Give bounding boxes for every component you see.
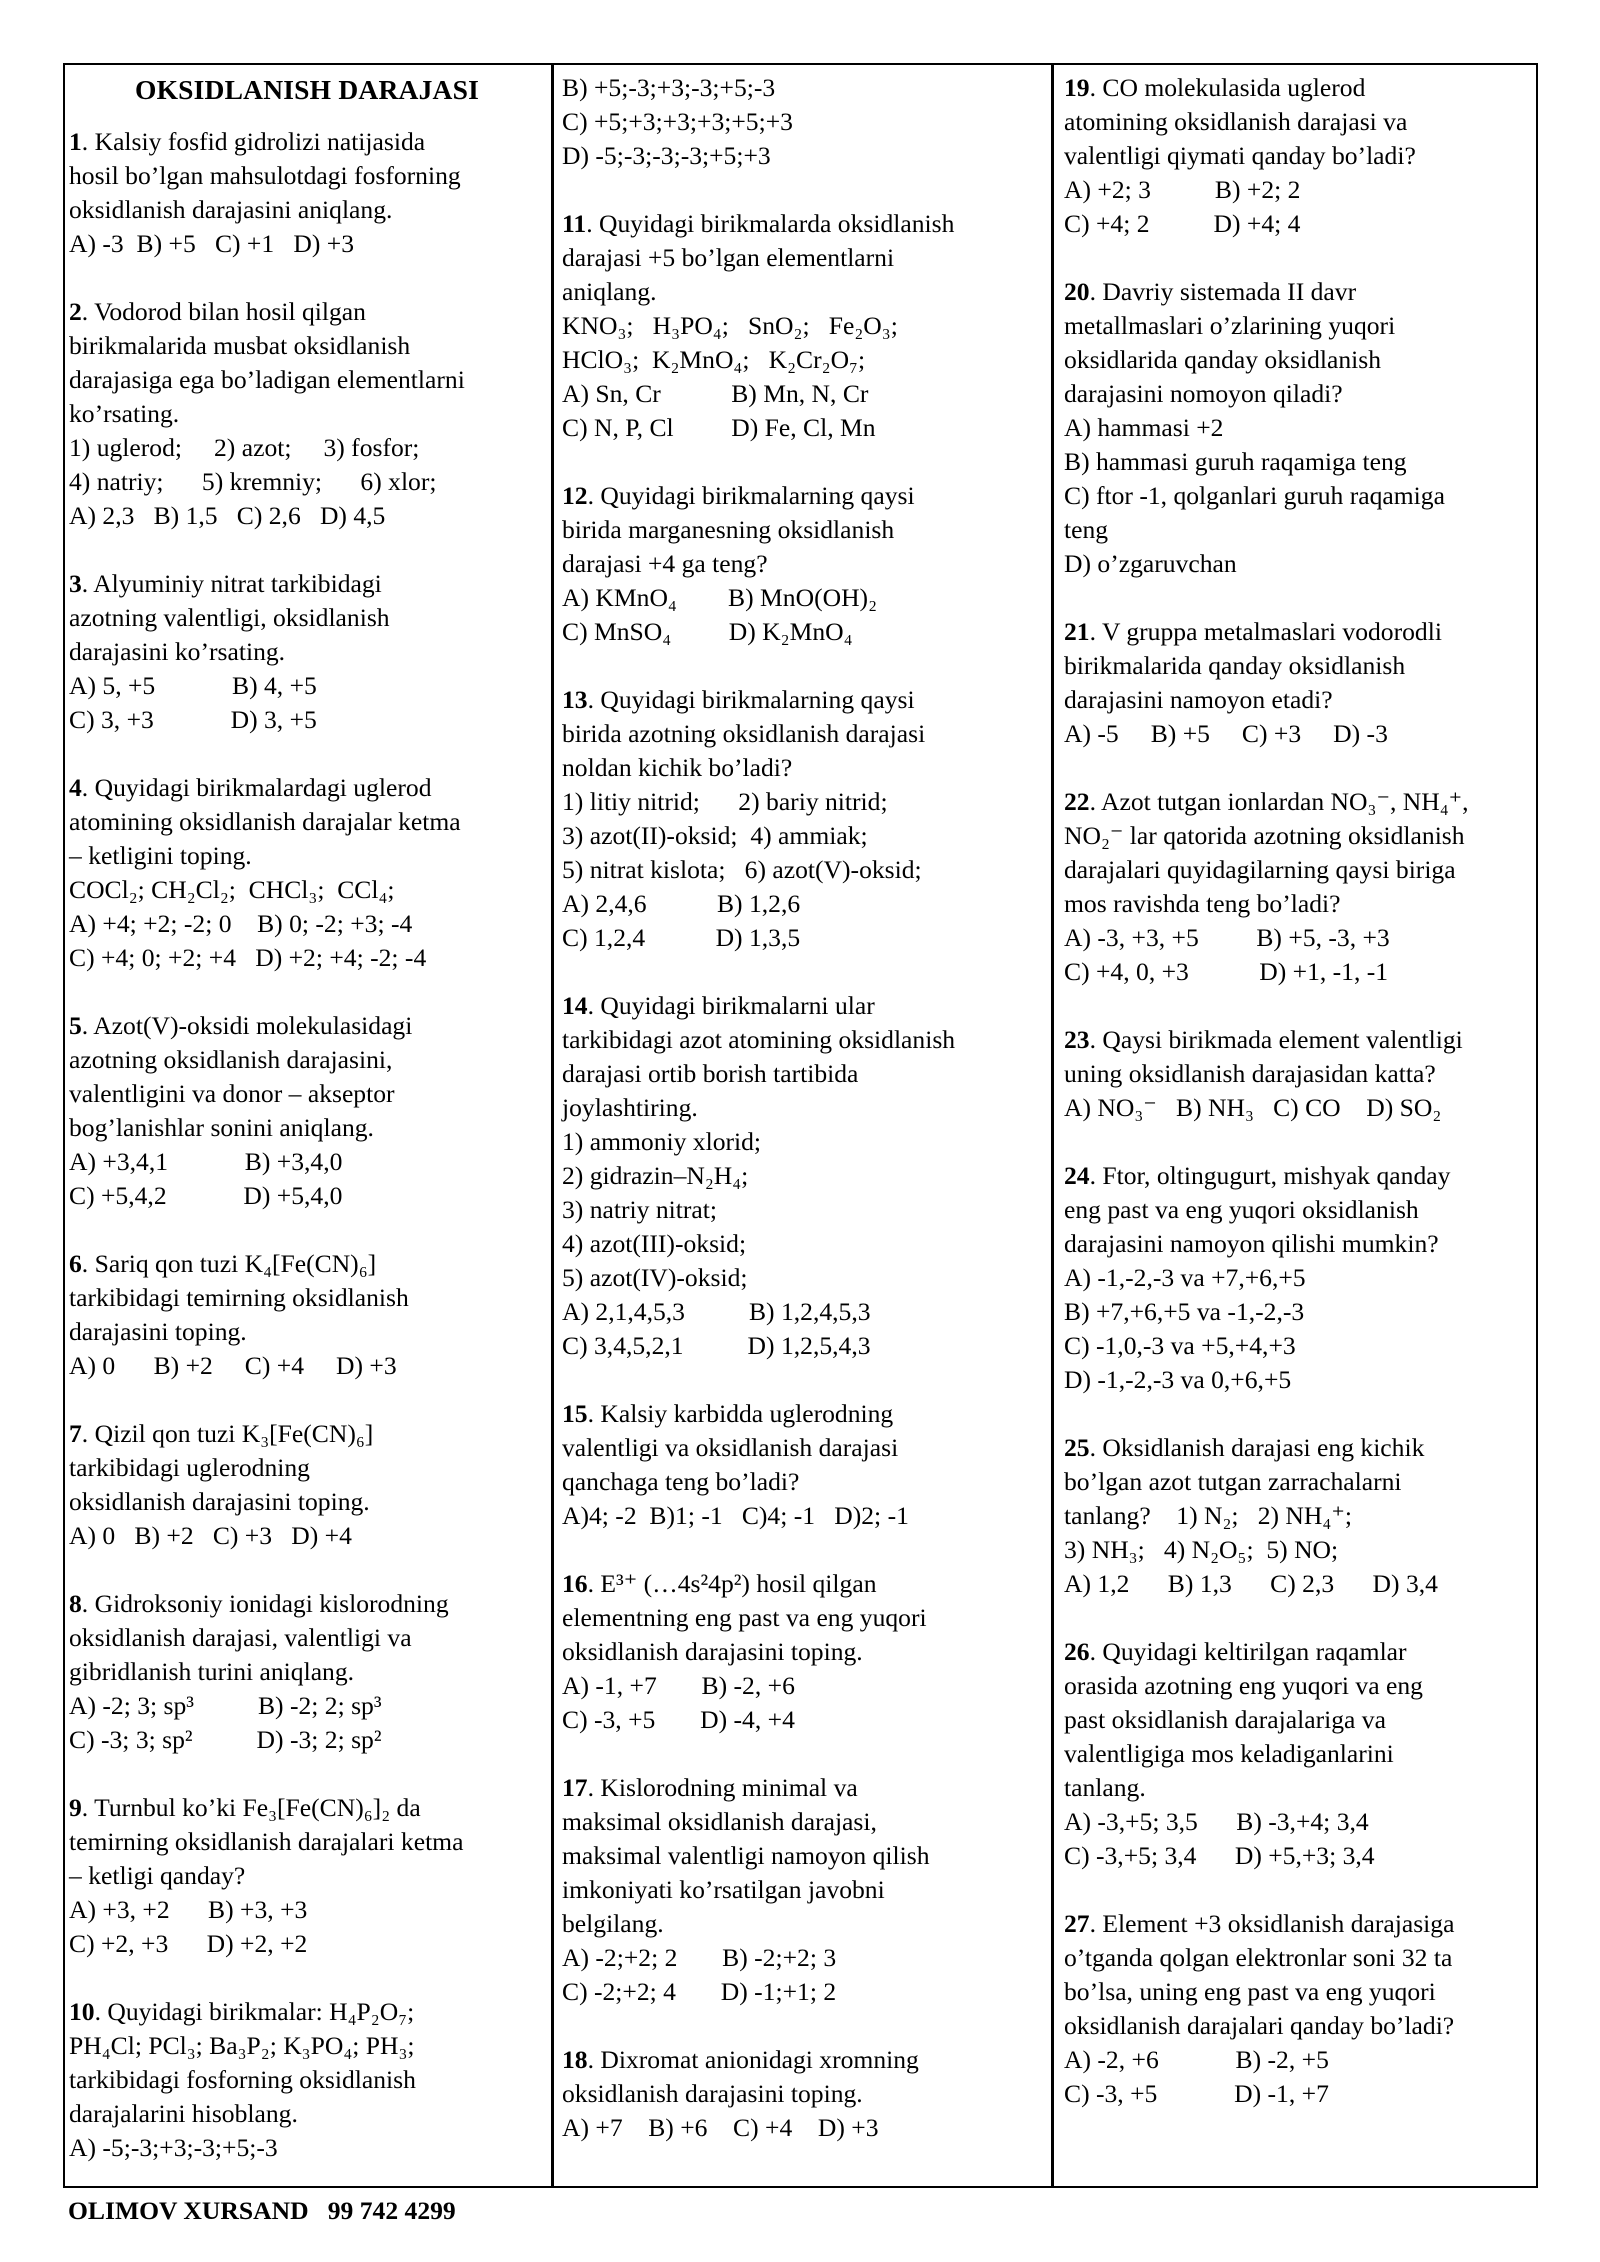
answer-options: A) -5 B) +5 C) +3 D) -3 bbox=[1064, 719, 1388, 748]
question-text-line: KNO₃; H₃PO₄; SnO₂; Fe₂O₃; bbox=[562, 311, 898, 340]
question-text-line: tanlang? 1) N₂; 2) NH₄⁺; bbox=[1064, 1501, 1352, 1530]
question-text-line: darajasi +4 ga teng? bbox=[562, 549, 768, 578]
question-number: 27 bbox=[1064, 1909, 1090, 1938]
question-text-line: 3) NH₃; 4) N₂O₅; 5) NO; bbox=[1064, 1535, 1339, 1564]
question-text-line: azotning valentligi, oksidlanish bbox=[69, 603, 390, 632]
question-text-line: – ketligi qanday? bbox=[69, 1861, 246, 1890]
question-text-line bbox=[69, 125, 545, 159]
question-number-separator: . bbox=[587, 2045, 601, 2074]
question-text-line bbox=[69, 295, 545, 329]
question-text-line bbox=[1064, 1907, 1530, 1941]
question-number-separator: . bbox=[587, 685, 601, 714]
answer-options: C) MnSO₄ D) K₂MnO₄ bbox=[562, 617, 853, 646]
question-text-line: HClO₃; K₂MnO₄; K₂Cr₂O₇; bbox=[562, 345, 866, 374]
question-text-line bbox=[562, 207, 1045, 241]
question-10 bbox=[69, 1995, 545, 2165]
question-number-separator: . bbox=[81, 1011, 94, 1040]
question-number: 4 bbox=[69, 773, 82, 802]
question-number: 13 bbox=[562, 685, 588, 714]
question-text-line: PH₄Cl; PCl₃; Ba₃P₂; K₃PO₄; PH₃; bbox=[69, 2031, 415, 2060]
question-number-separator: . bbox=[81, 297, 95, 326]
question-number: 15 bbox=[562, 1399, 588, 1428]
question-20 bbox=[1064, 275, 1530, 581]
question-number: 17 bbox=[562, 1773, 588, 1802]
question-text-line bbox=[69, 1995, 545, 2029]
question-27 bbox=[1064, 1907, 1530, 2111]
question-number-separator: . bbox=[81, 1589, 95, 1618]
answer-options: C) -3, +5 D) -1, +7 bbox=[1064, 2079, 1329, 2108]
question-text-line: tanlang. bbox=[1064, 1773, 1146, 1802]
question-text-line bbox=[1064, 71, 1530, 105]
answer-options: A) 0 B) +2 C) +4 D) +3 bbox=[69, 1351, 397, 1380]
question-16 bbox=[562, 1567, 1045, 1737]
question-text-line: elementning eng past va eng yuqori bbox=[562, 1603, 927, 1632]
question-number-separator: . bbox=[587, 1569, 601, 1598]
question-19 bbox=[1064, 71, 1530, 241]
answer-options: C) 1,2,4 D) 1,3,5 bbox=[562, 923, 801, 952]
question-text-line: atomining oksidlanish darajalar ketma bbox=[69, 807, 461, 836]
question-text-line bbox=[562, 989, 1045, 1023]
question-7 bbox=[69, 1417, 545, 1553]
question-text-line: NO₂⁻ lar qatorida azotning oksidlanish bbox=[1064, 821, 1465, 850]
question-text-line: maksimal oksidlanish darajasi, bbox=[562, 1807, 877, 1836]
question-text: E³⁺ (…4s²4p²) hosil qilgan bbox=[600, 1569, 877, 1598]
question-text: Quyidagi birikmalar: H₄P₂O₇; bbox=[107, 1997, 415, 2026]
question-text-line: darajalari quyidagilarning qaysi biriga bbox=[1064, 855, 1456, 884]
question-number-separator: . bbox=[81, 1249, 95, 1278]
answer-options: A) 0 B) +2 C) +3 D) +4 bbox=[69, 1521, 352, 1550]
question-text-line: 2) gidrazin–N₂H₄; bbox=[562, 1161, 749, 1190]
answer-options: C) +5;+3;+3;+3;+5;+3 bbox=[562, 107, 793, 136]
footer-author: OLIMOV XURSAND 99 742 4299 bbox=[68, 2196, 456, 2225]
question-text: Oksidlanish darajasi eng kichik bbox=[1102, 1433, 1425, 1462]
question-3 bbox=[69, 567, 545, 737]
answer-options: C) 3, +3 D) 3, +5 bbox=[69, 705, 317, 734]
question-text-line: darajasini toping. bbox=[69, 1317, 247, 1346]
question-text-line: 4) azot(III)-oksid; bbox=[562, 1229, 747, 1258]
question-text-line: qanchaga teng bo’ladi? bbox=[562, 1467, 800, 1496]
question-text: Kalsiy fosfid gidrolizi natijasida bbox=[94, 127, 426, 156]
question-number: 12 bbox=[562, 481, 588, 510]
answer-options: A) -2; 3; sp³ B) -2; 2; sp³ bbox=[69, 1691, 382, 1720]
question-number-separator: . bbox=[1089, 1161, 1103, 1190]
answer-options: A) -1, +7 B) -2, +6 bbox=[562, 1671, 795, 1700]
question-text-line bbox=[562, 1567, 1045, 1601]
question-text: Quyidagi birikmalarning qaysi bbox=[600, 685, 915, 714]
question-text-line bbox=[69, 771, 545, 805]
question-number-separator: . bbox=[587, 1399, 601, 1428]
question-text-line bbox=[1064, 275, 1530, 309]
question-text-line: bog’lanishlar sonini aniqlang. bbox=[69, 1113, 374, 1142]
question-text-line: atomining oksidlanish darajasi va bbox=[1064, 107, 1408, 136]
answer-options: A) -3 B) +5 C) +1 D) +3 bbox=[69, 229, 354, 258]
question-text-line: birikmalarida qanday oksidlanish bbox=[1064, 651, 1406, 680]
question-text-line: – ketligini toping. bbox=[69, 841, 252, 870]
question-text-line bbox=[562, 683, 1045, 717]
answer-options: A) -2, +6 B) -2, +5 bbox=[1064, 2045, 1329, 2074]
question-text-line: darajasini ko’rsating. bbox=[69, 637, 286, 666]
question-text-line: darajasini namoyon qilishi mumkin? bbox=[1064, 1229, 1439, 1258]
question-text-line: valentligiga mos keladiganlarini bbox=[1064, 1739, 1394, 1768]
question-text: Quyidagi keltirilgan raqamlar bbox=[1102, 1637, 1407, 1666]
question-text: Ftor, oltingugurt, mishyak qanday bbox=[1102, 1161, 1451, 1190]
question-text-line: oksidlanish darajasini aniqlang. bbox=[69, 195, 393, 224]
answer-options: A) -2;+2; 2 B) -2;+2; 3 bbox=[562, 1943, 837, 1972]
question-text-line: 3) natriy nitrat; bbox=[562, 1195, 717, 1224]
answer-options: C) N, P, Cl D) Fe, Cl, Mn bbox=[562, 413, 876, 442]
question-text-line: darajasini nomoyon qiladi? bbox=[1064, 379, 1343, 408]
question-text-line: 1) litiy nitrid; 2) bariy nitrid; bbox=[562, 787, 888, 816]
answer-options: B) +5;-3;+3;-3;+5;-3 bbox=[562, 73, 776, 102]
question-18 bbox=[562, 2043, 1045, 2145]
question-text-line: darajasi ortib borish tartibida bbox=[562, 1059, 859, 1088]
question-text-line: oksidlanish darajasini toping. bbox=[562, 2079, 863, 2108]
question-text-line bbox=[69, 1587, 545, 1621]
question-number-separator: . bbox=[587, 481, 601, 510]
answer-options: C) ftor -1, qolganlari guruh raqamiga bbox=[1064, 481, 1445, 510]
question-text-line: gibridlanish turini aniqlang. bbox=[69, 1657, 355, 1686]
question-number-separator: . bbox=[1089, 1637, 1103, 1666]
question-text: Quyidagi birikmalardagi uglerod bbox=[94, 773, 432, 802]
answer-options: A) +7 B) +6 C) +4 D) +3 bbox=[562, 2113, 879, 2142]
question-text-line bbox=[69, 567, 545, 601]
question-text-line: oksidlanish darajasini toping. bbox=[69, 1487, 370, 1516]
question-text: Quyidagi birikmalarda oksidlanish bbox=[598, 209, 955, 238]
question-text-line bbox=[562, 1397, 1045, 1431]
question-number: 19 bbox=[1064, 73, 1090, 102]
question-text-line: uning oksidlanish darajasidan katta? bbox=[1064, 1059, 1436, 1088]
question-text-line: oksidlanish darajalari qanday bo’ladi? bbox=[1064, 2011, 1455, 2040]
question-text: Davriy sistemada II davr bbox=[1102, 277, 1357, 306]
question-text-line: eng past va eng yuqori oksidlanish bbox=[1064, 1195, 1419, 1224]
question-text-line: azotning oksidlanish darajasini, bbox=[69, 1045, 393, 1074]
question-text-line bbox=[1064, 1635, 1530, 1669]
question-2 bbox=[69, 295, 545, 533]
question-number-separator: . bbox=[1089, 277, 1103, 306]
question-text-line: oksidlanish darajasi, valentligi va bbox=[69, 1623, 412, 1652]
question-number: 22 bbox=[1064, 787, 1090, 816]
answer-options: A)4; -2 B)1; -1 C)4; -1 D)2; -1 bbox=[562, 1501, 909, 1530]
question-number: 11 bbox=[562, 209, 587, 238]
answer-options: C) +4; 2 D) +4; 4 bbox=[1064, 209, 1301, 238]
worksheet-frame bbox=[63, 63, 1538, 2188]
question-13 bbox=[562, 683, 1045, 955]
answer-options: A) +3,4,1 B) +3,4,0 bbox=[69, 1147, 343, 1176]
question-number-separator: . bbox=[94, 1997, 108, 2026]
question-text-line: birida azotning oksidlanish darajasi bbox=[562, 719, 926, 748]
question-text-line bbox=[1064, 1159, 1530, 1193]
question-text: Element +3 oksidlanish darajasiga bbox=[1102, 1909, 1455, 1938]
question-text: Turnbul ko’ki Fe₃[Fe(CN)₆]₂ da bbox=[94, 1793, 421, 1822]
question-21 bbox=[1064, 615, 1530, 751]
question-text-line: noldan kichik bo’ladi? bbox=[562, 753, 793, 782]
answer-options: C) -2;+2; 4 D) -1;+1; 2 bbox=[562, 1977, 837, 2006]
question-25 bbox=[1064, 1431, 1530, 1601]
answer-options: A) 1,2 B) 1,3 C) 2,3 D) 3,4 bbox=[1064, 1569, 1438, 1598]
answer-options: A) -3,+5; 3,5 B) -3,+4; 3,4 bbox=[1064, 1807, 1369, 1836]
answer-options: C) -1,0,-3 va +5,+4,+3 bbox=[1064, 1331, 1296, 1360]
question-text-line: metallmaslari o’zlarining yuqori bbox=[1064, 311, 1396, 340]
question-number: 1 bbox=[69, 127, 82, 156]
question-text-line: valentligini va donor – akseptor bbox=[69, 1079, 395, 1108]
question-text-line: bo’lsa, uning eng past va eng yuqori bbox=[1064, 1977, 1436, 2006]
question-number: 20 bbox=[1064, 277, 1090, 306]
question-text: Vodorod bilan hosil qilgan bbox=[94, 297, 366, 326]
question-text-line: 5) nitrat kislota; 6) azot(V)-oksid; bbox=[562, 855, 922, 884]
question-8 bbox=[69, 1587, 545, 1757]
question-text-line: ko’rsating. bbox=[69, 399, 180, 428]
question-text-line: darajasini namoyon etadi? bbox=[1064, 685, 1333, 714]
answer-options: A) 2,4,6 B) 1,2,6 bbox=[562, 889, 801, 918]
question-text-line: hosil bo’lgan mahsulotdagi fosforning bbox=[69, 161, 461, 190]
question-number: 18 bbox=[562, 2045, 588, 2074]
question-text-line: tarkibidagi temirning oksidlanish bbox=[69, 1283, 409, 1312]
question-number: 21 bbox=[1064, 617, 1090, 646]
question-text-line bbox=[1064, 615, 1530, 649]
answer-options: A) hammasi +2 bbox=[1064, 413, 1224, 442]
question-number-separator: . bbox=[81, 1793, 95, 1822]
question-number: 24 bbox=[1064, 1161, 1090, 1190]
question-text: Azot tutgan ionlardan NO₃⁻, NH₄⁺, bbox=[1100, 787, 1469, 816]
question-text-line: darajasi +5 bo’lgan elementlarni bbox=[562, 243, 895, 272]
question-24 bbox=[1064, 1159, 1530, 1397]
question-number-separator: . bbox=[1089, 1433, 1103, 1462]
question-text-line bbox=[1064, 1023, 1530, 1057]
question-text: Kalsiy karbidda uglerodning bbox=[600, 1399, 894, 1428]
question-text: V gruppa metalmaslari vodorodli bbox=[1101, 617, 1442, 646]
question-text-line: darajasiga ega bo’ladigan elementlarni bbox=[69, 365, 465, 394]
question-text-line: temirning oksidlanish darajalari ketma bbox=[69, 1827, 464, 1856]
question-text-line: 1) uglerod; 2) azot; 3) fosfor; bbox=[69, 433, 420, 462]
question-text: CO molekulasida uglerod bbox=[1102, 73, 1366, 102]
question-number: 7 bbox=[69, 1419, 82, 1448]
answer-options: B) +7,+6,+5 va -1,-2,-3 bbox=[1064, 1297, 1305, 1326]
question-text-line bbox=[69, 1417, 545, 1451]
question-number-separator: . bbox=[1089, 617, 1102, 646]
question-text-line: tarkibidagi uglerodning bbox=[69, 1453, 310, 1482]
question-text: Qizil qon tuzi K₃[Fe(CN)₆] bbox=[94, 1419, 374, 1448]
question-text: Quyidagi birikmalarning qaysi bbox=[600, 481, 915, 510]
question-text-line bbox=[69, 1247, 545, 1281]
question-9 bbox=[69, 1791, 545, 1961]
answer-options: D) -1,-2,-3 va 0,+6,+5 bbox=[1064, 1365, 1292, 1394]
question-number-separator: . bbox=[1089, 1025, 1103, 1054]
question-text-line: valentligi qiymati qanday bo’ladi? bbox=[1064, 141, 1416, 170]
question-text-line: 1) ammoniy xlorid; bbox=[562, 1127, 762, 1156]
question-text: Alyuminiy nitrat tarkibidagi bbox=[93, 569, 382, 598]
question-number: 3 bbox=[69, 569, 82, 598]
answer-options: A) Sn, Cr B) Mn, N, Cr bbox=[562, 379, 869, 408]
question-text-line: 5) azot(IV)-oksid; bbox=[562, 1263, 748, 1292]
question-text-line: bo’lgan azot tutgan zarrachalarni bbox=[1064, 1467, 1402, 1496]
answer-options: A) 5, +5 B) 4, +5 bbox=[69, 671, 317, 700]
question-text-line: past oksidlanish darajalariga va bbox=[1064, 1705, 1386, 1734]
answer-options: A) +4; +2; -2; 0 B) 0; -2; +3; -4 bbox=[69, 909, 413, 938]
question-text-line bbox=[1064, 1431, 1530, 1465]
question-22 bbox=[1064, 785, 1530, 989]
question-number-separator: . bbox=[81, 127, 95, 156]
question-text-line: 4) natriy; 5) kremniy; 6) xlor; bbox=[69, 467, 437, 496]
answer-options: C) +5,4,2 D) +5,4,0 bbox=[69, 1181, 343, 1210]
answer-options: A) +2; 3 B) +2; 2 bbox=[1064, 175, 1301, 204]
answer-options: C) +4, 0, +3 D) +1, -1, -1 bbox=[1064, 957, 1389, 986]
question-text-line: mos ravishda teng bo’ladi? bbox=[1064, 889, 1341, 918]
question-continuation bbox=[562, 71, 1045, 173]
question-number-separator: . bbox=[1089, 1909, 1103, 1938]
answer-options: A) NO₃⁻ B) NH₃ C) CO D) SO₂ bbox=[1064, 1093, 1442, 1122]
answer-options: A) -1,-2,-3 va +7,+6,+5 bbox=[1064, 1263, 1306, 1292]
question-text: Dixromat anionidagi xromning bbox=[600, 2045, 919, 2074]
answer-options: A) +3, +2 B) +3, +3 bbox=[69, 1895, 308, 1924]
question-text-line: tarkibidagi azot atomining oksidlanish bbox=[562, 1025, 956, 1054]
question-text-line bbox=[1064, 785, 1530, 819]
question-4 bbox=[69, 771, 545, 975]
answer-options: A) 2,3 B) 1,5 C) 2,6 D) 4,5 bbox=[69, 501, 386, 530]
question-text-line bbox=[562, 1771, 1045, 1805]
question-text-line bbox=[562, 2043, 1045, 2077]
answer-options: C) -3, +5 D) -4, +4 bbox=[562, 1705, 795, 1734]
question-text-line: o’tganda qolgan elektronlar soni 32 ta bbox=[1064, 1943, 1453, 1972]
question-1 bbox=[69, 125, 545, 261]
answer-options: C) 3,4,5,2,1 D) 1,2,5,4,3 bbox=[562, 1331, 871, 1360]
question-text-line: tarkibidagi fosforning oksidlanish bbox=[69, 2065, 416, 2094]
question-text-line: oksidlanish darajasini toping. bbox=[562, 1637, 863, 1666]
question-text: Quyidagi birikmalarni ular bbox=[600, 991, 875, 1020]
answer-options: C) -3,+5; 3,4 D) +5,+3; 3,4 bbox=[1064, 1841, 1375, 1870]
question-text-line: birikmalarida musbat oksidlanish bbox=[69, 331, 411, 360]
question-number-separator: . bbox=[586, 209, 599, 238]
question-number-separator: . bbox=[1089, 73, 1103, 102]
question-number: 5 bbox=[69, 1011, 82, 1040]
question-17 bbox=[562, 1771, 1045, 2009]
question-12 bbox=[562, 479, 1045, 649]
question-number: 14 bbox=[562, 991, 588, 1020]
question-text-line: imkoniyati ko’rsatilgan javobni bbox=[562, 1875, 885, 1904]
question-number: 25 bbox=[1064, 1433, 1090, 1462]
question-number: 6 bbox=[69, 1249, 82, 1278]
question-number-separator: . bbox=[587, 991, 601, 1020]
question-text-line: belgilang. bbox=[562, 1909, 664, 1938]
question-number-separator: . bbox=[81, 773, 95, 802]
question-text-line: darajalarini hisoblang. bbox=[69, 2099, 298, 2128]
question-26 bbox=[1064, 1635, 1530, 1873]
question-text-line: COCl₂; CH₂Cl₂; CHCl₃; CCl₄; bbox=[69, 875, 395, 904]
question-text-line: joylashtiring. bbox=[562, 1093, 698, 1122]
question-23 bbox=[1064, 1023, 1530, 1125]
question-11 bbox=[562, 207, 1045, 445]
question-text-line bbox=[562, 479, 1045, 513]
question-number: 23 bbox=[1064, 1025, 1090, 1054]
question-number-separator: . bbox=[81, 1419, 95, 1448]
question-text: Azot(V)-oksidi molekulasidagi bbox=[93, 1011, 413, 1040]
question-6 bbox=[69, 1247, 545, 1383]
column-left bbox=[65, 65, 554, 2186]
worksheet-title: OKSIDLANISH DARAJASI bbox=[134, 74, 479, 105]
question-number: 9 bbox=[69, 1793, 82, 1822]
answer-options: C) -3; 3; sp² D) -3; 2; sp² bbox=[69, 1725, 382, 1754]
answer-options: A) -5;-3;+3;-3;+5;-3 bbox=[69, 2133, 278, 2162]
question-number-separator: . bbox=[1089, 787, 1101, 816]
question-number: 2 bbox=[69, 297, 82, 326]
question-text-line: maksimal valentligi namoyon qilish bbox=[562, 1841, 930, 1870]
question-number: 16 bbox=[562, 1569, 588, 1598]
answer-options: B) hammasi guruh raqamiga teng bbox=[1064, 447, 1407, 476]
answer-options: C) +2, +3 D) +2, +2 bbox=[69, 1929, 308, 1958]
answer-options: C) +4; 0; +2; +4 D) +2; +4; -2; -4 bbox=[69, 943, 427, 972]
question-text-line: 3) azot(II)-oksid; 4) ammiak; bbox=[562, 821, 868, 850]
question-14 bbox=[562, 989, 1045, 1363]
question-number-separator: . bbox=[587, 1773, 601, 1802]
question-text-line: valentligi va oksidlanish darajasi bbox=[562, 1433, 899, 1462]
question-number-separator: . bbox=[81, 569, 94, 598]
question-15 bbox=[562, 1397, 1045, 1533]
question-text: Qaysi birikmada element valentligi bbox=[1102, 1025, 1463, 1054]
question-text-line: oksidlarida qanday oksidlanish bbox=[1064, 345, 1382, 374]
question-text-line bbox=[69, 1791, 545, 1825]
answer-options: D) o’zgaruvchan bbox=[1064, 549, 1237, 578]
column-right bbox=[1054, 65, 1536, 2186]
question-text: Sariq qon tuzi K₄[Fe(CN)₆] bbox=[94, 1249, 377, 1278]
column-middle bbox=[554, 65, 1054, 2186]
question-text-line: birida marganesning oksidlanish bbox=[562, 515, 895, 544]
answer-options: A) -3, +3, +5 B) +5, -3, +3 bbox=[1064, 923, 1390, 952]
answer-options: D) -5;-3;-3;-3;+5;+3 bbox=[562, 141, 771, 170]
question-text-line: orasida azotning eng yuqori va eng bbox=[1064, 1671, 1423, 1700]
question-5 bbox=[69, 1009, 545, 1213]
question-text-line: teng bbox=[1064, 515, 1109, 544]
question-text: Kislorodning minimal va bbox=[600, 1773, 858, 1802]
question-text: Gidroksoniy ionidagi kislorodning bbox=[94, 1589, 449, 1618]
answer-options: A) 2,1,4,5,3 B) 1,2,4,5,3 bbox=[562, 1297, 871, 1326]
question-number: 10 bbox=[69, 1997, 95, 2026]
question-number: 26 bbox=[1064, 1637, 1090, 1666]
question-text-line bbox=[69, 1009, 545, 1043]
question-text-line: aniqlang. bbox=[562, 277, 657, 306]
answer-options: A) KMnO₄ B) MnO(OH)₂ bbox=[562, 583, 877, 612]
question-number: 8 bbox=[69, 1589, 82, 1618]
